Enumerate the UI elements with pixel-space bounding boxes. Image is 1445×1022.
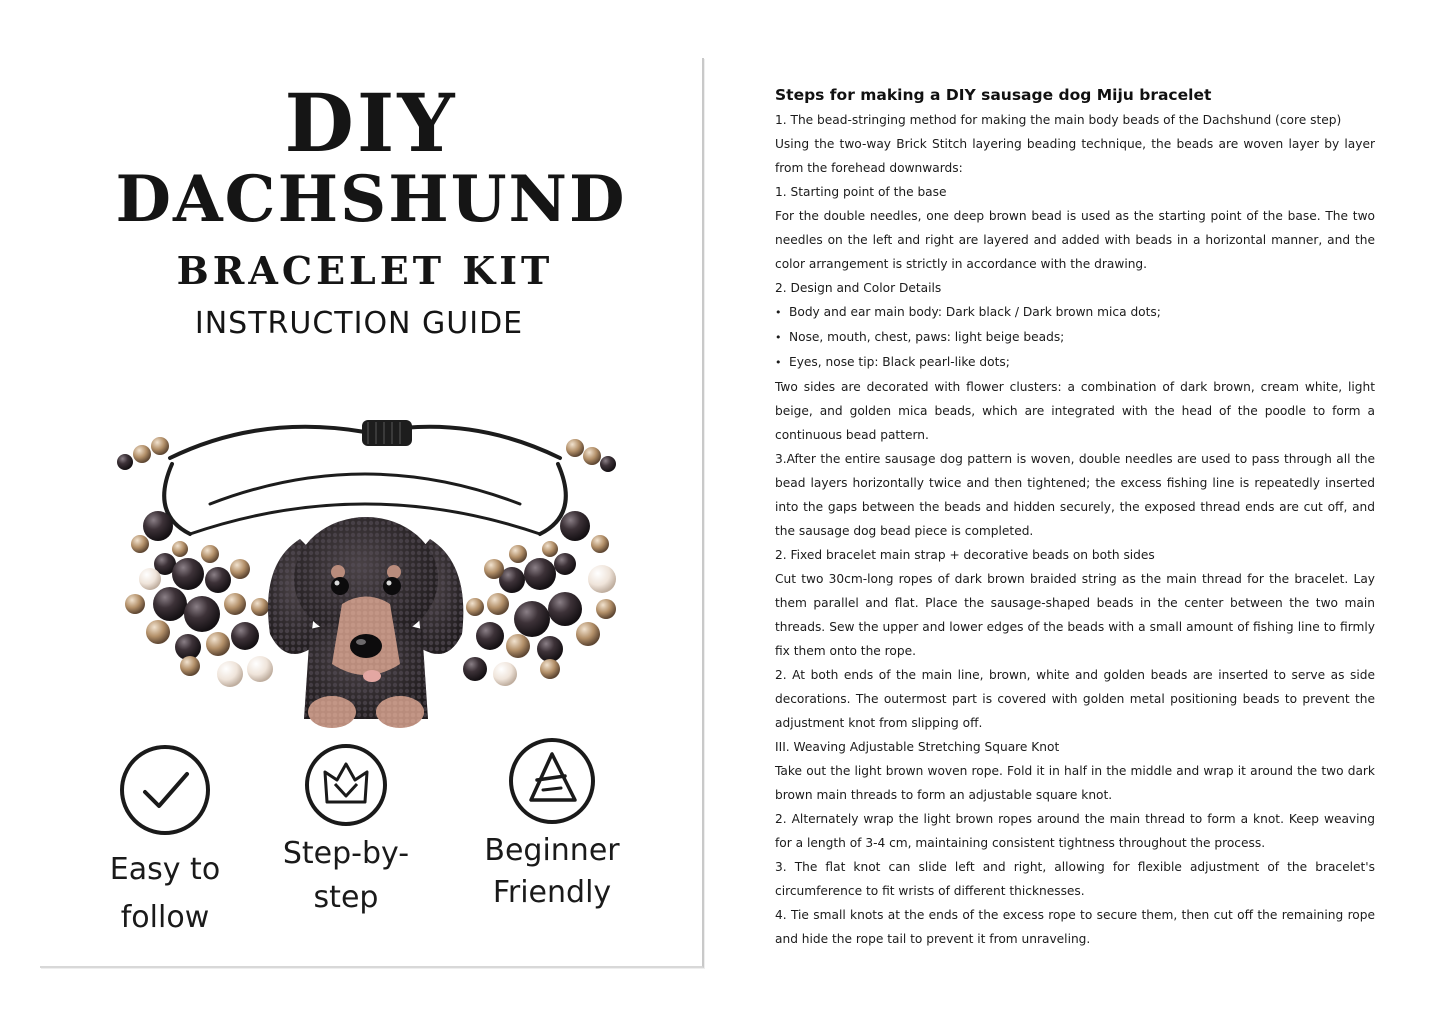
cover-title-bracelet-kit: BRACELET KIT <box>176 248 554 293</box>
instruction-paragraph: 3.After the entire sausage dog pattern is woven, double needles are used to pass through all the bead layers horizontally twice and then tightened; the excess fishing line is repeatedly inserted into the gaps between the beads and hidden securely, the exposed thread ends are cut off, and the sausage dog bead piece is completed. <box>775 452 1375 538</box>
instruction-bullet: • Nose, mouth, chest, paws: light beige beads; <box>775 325 1375 350</box>
bead-cluster-right <box>463 511 616 686</box>
instruction-paragraph: III. Weaving Adjustable Stretching Square Knot <box>775 740 1060 754</box>
instruction-paragraph: 2. Fixed bracelet main strap + decorative beads on both sides <box>775 548 1155 562</box>
instructions-body <box>775 108 1375 951</box>
instructions-column <box>775 84 1375 951</box>
feature-beginner-friendly <box>452 736 652 914</box>
bracelet-illustration <box>110 364 630 734</box>
feature-step-by-step <box>246 742 446 920</box>
feature-easy-to-follow <box>65 742 265 942</box>
instruction-paragraph: 2. At both ends of the main line, brown, white and golden beads are inserted to serve as side decorations. The outermost part is covered with golden metal positioning beads to prevent the adjustment knot from slipping off. <box>775 668 1375 730</box>
cover-subtitle-instruction-guide: INSTRUCTION GUIDE <box>194 306 524 341</box>
instruction-paragraph: Take out the light brown woven rope. Fold it in half in the middle and wrap it around the two dark brown main threads to form an adjustable square knot. <box>775 764 1375 802</box>
instruction-paragraph: 2. Alternately wrap the light brown ropes around the main thread to form a knot. Keep weaving for a length of 3-4 cm, maintaining consistent tightness throughout the process. <box>775 812 1375 850</box>
feature-label: Easy to follow <box>109 852 221 935</box>
instruction-paragraph: 1. The bead-stringing method for making the main body beads of the Dachshund (core step) <box>775 113 1342 127</box>
instructions-title: Steps for making a DIY sausage dog Miju bracelet <box>775 86 1212 104</box>
instruction-bullet: • Eyes, nose tip: Black pearl-like dots; <box>775 350 1375 375</box>
dachshund-bead-head <box>268 517 463 728</box>
feature-label: Step-by- step <box>282 836 410 915</box>
feature-label: Beginner Friendly <box>484 833 620 910</box>
instruction-paragraph: Two sides are decorated with flower clusters: a combination of dark brown, cream white, light beige, and golden mica beads, which are integrated with the head of the poodle to form a continuous bead pattern. <box>775 380 1375 442</box>
end-beads-left <box>117 437 169 470</box>
cover-title-dachshund: DACHSHUND <box>115 162 627 237</box>
end-beads-right <box>566 439 616 472</box>
bead-cluster-left <box>125 511 273 687</box>
instruction-paragraph: 2. Design and Color Details <box>775 281 942 295</box>
cover-card <box>40 58 704 968</box>
instruction-bullet: • Body and ear main body: Dark black / Dark brown mica dots; <box>775 300 1375 325</box>
instruction-paragraph: 3. The flat knot can slide left and right, allowing for flexible adjustment of the bracelet's circumference to fit wrists of different thicknesses. <box>775 860 1375 898</box>
instruction-paragraph: Cut two 30cm-long ropes of dark brown braided string as the main thread for the bracelet. Lay them parallel and flat. Place the sausage-shaped beads in the center between the two main threads. Sew the upper and lower edges of the beads with a small amount of fishing line to firmly fix them onto the rope. <box>775 572 1375 658</box>
crown-badge-icon <box>303 742 389 828</box>
checkmark-circle-icon <box>117 742 213 838</box>
sliding-knot <box>362 420 412 446</box>
instruction-paragraph: Using the two-way Brick Stitch layering beading technique, the beads are woven layer by layer from the forehead downwards: <box>775 137 1375 175</box>
instruction-paragraph: 1. Starting point of the base <box>775 185 947 199</box>
triangle-badge-icon <box>507 736 597 826</box>
instruction-paragraph: For the double needles, one deep brown bead is used as the starting point of the base. The two needles on the left and right are layered and added with beads in a horizontal manner, and the color arrangement is strictly in accordance with the drawing. <box>775 209 1375 271</box>
instruction-paragraph: 4. Tie small knots at the ends of the excess rope to secure them, then cut off the remaining rope and hide the rope tail to prevent it from unraveling. <box>775 908 1375 946</box>
cover-title-diy: DIY <box>284 76 458 170</box>
